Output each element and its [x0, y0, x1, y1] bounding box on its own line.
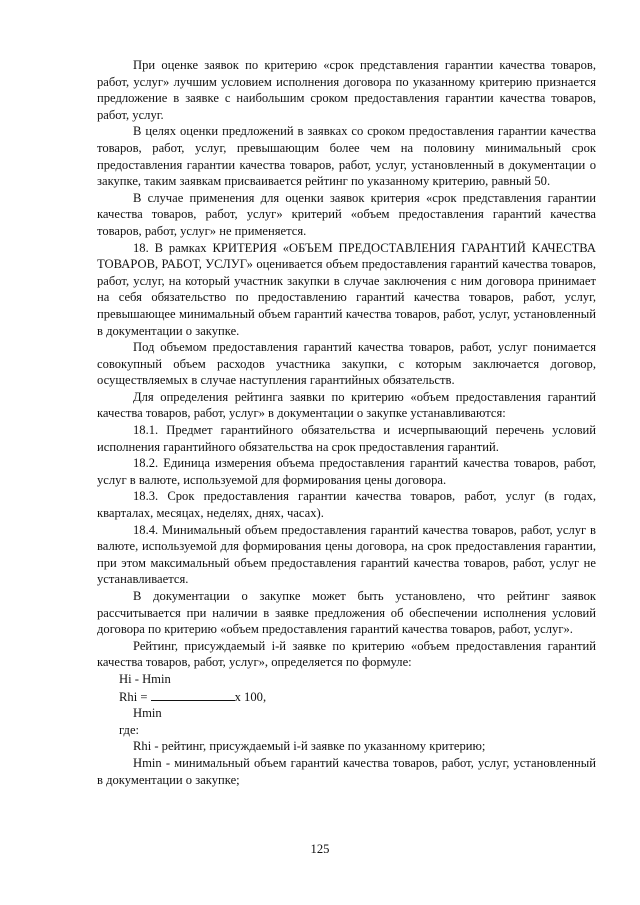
paragraph-3: В случае применения для оценки заявок критерия «срок представления гарантии качества товаров, работ, услуг» критерий «объем предоставления гарантий качества товаров, работ, услуг» не применяется.	[97, 190, 596, 238]
formula-numerator: Hi - Hmin	[119, 671, 171, 686]
paragraph-4: 18. В рамках КРИТЕРИЯ «ОБЪЕМ ПРЕДОСТАВЛЕНИЯ ГАРАНТИЙ КАЧЕСТВА ТОВАРОВ, РАБОТ, УСЛУГ» оценивается объем предоставления гарантий качества товаров, работ, услуг, на который участник закупки в случае заключения с ним договора принимает на себя обязательство по предоставлению гарантий качества товаров, работ, услуг, превышающее минимальный объем гарантий качества товаров, работ, услуг, установленный в документации о закупке.	[97, 240, 596, 338]
document-page	[97, 57, 596, 788]
definition-hmin: Hmin - минимальный объем гарантий качества товаров, работ, услуг, установленный в документации о закупке;	[97, 755, 596, 787]
formula-lhs: Rhi =	[119, 689, 151, 704]
paragraph-5: Под объемом предоставления гарантий качества товаров, работ, услуг понимается совокупный объем расходов участника закупки, с которым заключается договор, осуществляемых в случае наступления гарантийных обязательств.	[97, 340, 596, 388]
paragraph-6: Для определения рейтинга заявки по критерию «объем предоставления гарантий качества товаров, работ, услуг» в документации о закупке устанавливаются:	[97, 389, 596, 421]
where-label: где:	[119, 722, 140, 737]
fraction-line	[151, 688, 235, 701]
paragraph-1: При оценке заявок по критерию «срок представления гарантии качества товаров, работ, услуг» лучшим условием исполнения договора по указанному критерию признается предложение в заявке с наибольшим сроком предоставления гарантии качества товаров, работ, услуг.	[97, 58, 596, 122]
paragraph-9: 18.3. Срок предоставления гарантии качества товаров, работ, услуг (в годах, кварталах, месяцах, неделях, днях, часах).	[97, 489, 596, 521]
paragraph-11: В документации о закупке может быть установлено, что рейтинг заявок рассчитывается при наличии в заявке предложения об обеспечении исполнения условий договора по критерию «объем предоставления гарантий качества товаров, работ, услуг».	[97, 589, 596, 637]
definition-rhi: Rhi - рейтинг, присуждаемый i-й заявке по указанному критерию;	[133, 739, 486, 754]
paragraph-12: Рейтинг, присуждаемый i-й заявке по критерию «объем предоставления гарантий качества товаров, работ, услуг», определяется по формуле:	[97, 638, 596, 670]
page-number: 125	[310, 842, 330, 856]
formula-row	[97, 688, 596, 706]
paragraph-2: В целях оценки предложений в заявках со сроком предоставления гарантии качества товаров, работ, услуг, превышающим более чем на половину минимальный срок предоставления гарантии качества товаров, работ, услуг, установленный в документации о закупке, таким заявкам присваивается рейтинг по указанному критерию, равный 50.	[97, 124, 596, 189]
formula-denominator: Hmin	[133, 706, 162, 721]
paragraph-7: 18.1. Предмет гарантийного обязательства и исчерпывающий перечень условий исполнения гарантийного обязательства на срок предоставления гарантий.	[97, 423, 596, 454]
formula-rhs: x 100,	[234, 689, 267, 704]
paragraph-10: 18.4. Минимальный объем предоставления гарантий качества товаров, работ, услуг в валюте, используемой для формирования цены договора, на срок предоставления гарантии, при этом максимальный объем предоставления гарантий качества товаров, работ, услуг не устанавливается.	[97, 522, 596, 587]
paragraph-8: 18.2. Единица измерения объема предоставления гарантий качества товаров, работ, услуг в валюте, используемой для формирования цены договора.	[97, 456, 596, 487]
formula	[97, 671, 596, 722]
